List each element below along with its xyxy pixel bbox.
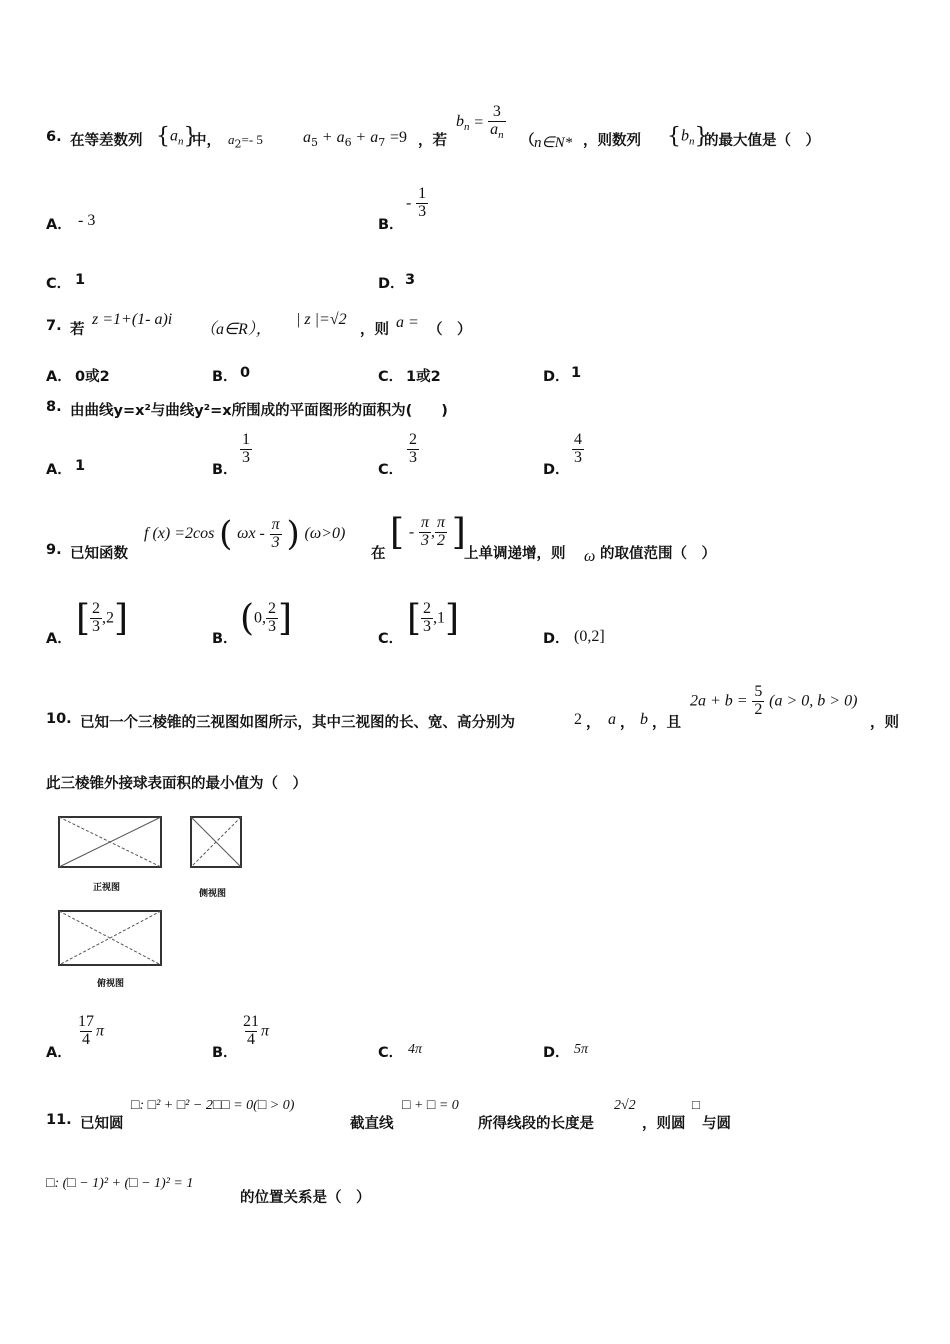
q10-option-b-label: B．: [212, 1045, 238, 1061]
q7-option-b-label: B．: [212, 369, 238, 385]
q8-option-a-label: A．: [46, 462, 72, 478]
q6-option-c: 1: [75, 272, 86, 288]
q7-ask: a =: [396, 314, 419, 331]
q10-text-1: 已知一个三棱锥的三视图如图所示，其中三视图的长、宽、高分别为: [80, 715, 515, 731]
q11-circle-m: □: □² + □² − 2□□ = 0(□ > 0): [131, 1098, 295, 1113]
q7-option-d: 1: [571, 365, 582, 381]
top-view-caption: 俯视图: [97, 979, 125, 989]
q7-expr: z =1+(1- a)i: [92, 311, 173, 328]
q8-number: 8.: [46, 399, 62, 415]
q7-paren: （ ）: [428, 322, 472, 338]
q10-option-d: 5π: [574, 1042, 589, 1057]
q8-option-a: 1: [75, 458, 86, 474]
q8-text: 由曲线y=x²与曲线y²=x所围成的平面图形的面积为( ): [70, 403, 448, 419]
q8-option-b-label: B．: [212, 462, 238, 478]
q10-option-b: $\frac{21}{4}$ π: [243, 1013, 270, 1048]
q10-condition: 2a + b = $\frac{5}{2}$ (a > 0, b > 0): [690, 683, 858, 718]
q10-text-3: ，则: [870, 715, 899, 731]
q8-option-d-label: D．: [543, 462, 570, 478]
q9-option-d-label: D．: [543, 631, 570, 647]
q11-text-6: 的位置关系是（ ）: [240, 1190, 371, 1206]
q11-text-5: 与圆: [702, 1116, 731, 1132]
q7-option-c-label: C．: [378, 369, 404, 385]
front-view-diagram: [56, 815, 166, 871]
q8-option-c-label: C．: [378, 462, 404, 478]
q7-text-1: 若: [70, 322, 85, 338]
q10-sep-1: ，: [586, 715, 601, 731]
q10-height: b: [640, 711, 648, 728]
q9-omega: ω: [584, 548, 596, 565]
q11-number: 11.: [46, 1112, 72, 1128]
q10-text-2: ，且: [652, 715, 681, 731]
q6-option-d: 3: [405, 272, 416, 288]
q10-text-line2: 此三棱锥外接球表面积的最小值为（ ）: [46, 776, 307, 792]
side-view-caption: 侧视图: [199, 889, 227, 899]
q6-option-b-label: B．: [378, 217, 404, 233]
q6-sum: $a_5 + a_6 + a_7 =9$: [303, 129, 407, 149]
q6-seq-a: $\{a_n\}$: [156, 124, 198, 149]
q10-option-c-label: C．: [378, 1045, 404, 1061]
q6-option-c-label: C．: [46, 276, 72, 292]
q6-condition: n∈N*: [534, 135, 573, 151]
q6-bn-def: $b_n$ = $\frac{3}{a_n}$: [456, 103, 504, 141]
q10-number: 10.: [46, 711, 72, 727]
q10-width: a: [608, 711, 616, 728]
q10-sep-2: ，: [620, 715, 635, 731]
q6-option-b: - $\frac{1}{3}$: [406, 185, 427, 220]
q6-paren-open: （: [520, 133, 535, 149]
q7-option-a: 0或2: [75, 369, 110, 385]
q9-text-1: 已知函数: [70, 546, 128, 562]
q11-text-2: 截直线: [350, 1116, 394, 1132]
q7-text-2: ，则: [360, 322, 389, 338]
q8-option-b: $\frac{1}{3}$: [242, 431, 250, 466]
q9-option-a-label: A．: [46, 631, 72, 647]
q8-option-d: $\frac{4}{3}$: [574, 431, 582, 466]
q10-option-d-label: D．: [543, 1045, 570, 1061]
q10-option-a-label: A．: [46, 1045, 72, 1061]
q11-length: 2√2: [614, 1098, 636, 1113]
q6-option-a-label: A．: [46, 217, 72, 233]
q7-number: 7.: [46, 318, 62, 334]
q9-option-b: (0, $\frac{2}{3}$ ]: [240, 598, 293, 639]
q11-text-1: 已知圆: [80, 1116, 124, 1132]
q10-option-c: 4π: [408, 1042, 423, 1057]
q9-option-c-label: C．: [378, 631, 404, 647]
top-view-diagram: [56, 908, 166, 968]
q10-option-a: $\frac{17}{4}$ π: [78, 1013, 105, 1048]
q6-number: 6.: [46, 129, 62, 145]
q10-length: 2: [574, 711, 582, 728]
q9-text-2: 在: [371, 546, 386, 562]
q11-line: □ + □ = 0: [402, 1098, 459, 1113]
q9-function: f (x) =2cos ( ωx - $\frac{\pi}{3}$ ) (ω>0): [144, 514, 346, 554]
front-view-caption: 正视图: [93, 883, 121, 893]
q9-option-c: [ $\frac{2}{3}$ ,1]: [407, 598, 460, 639]
q11-circle-m-symbol: □: [692, 1097, 700, 1112]
q6-a2: $a_2=-$ 5: [228, 132, 263, 151]
q8-option-c: $\frac{2}{3}$: [409, 431, 417, 466]
q11-circle-n: □: (□ − 1)² + (□ − 1)² = 1: [46, 1176, 194, 1191]
q9-interval: [ - $\frac{\pi}{3}$ , $\frac{\pi}{2}$ ]: [390, 512, 466, 553]
side-view-diagram: [188, 815, 244, 871]
q11-text-4: ，则圆: [642, 1116, 686, 1132]
q7-option-b: 0: [240, 365, 251, 381]
q6-text-1: 在等差数列: [70, 133, 143, 149]
q9-text-4: 的取值范围（ ）: [600, 546, 716, 562]
q11-text-3: 所得线段的长度是: [478, 1116, 594, 1132]
q6-option-a: - 3: [78, 212, 96, 229]
q7-option-a-label: A．: [46, 369, 72, 385]
q9-number: 9.: [46, 542, 62, 558]
q7-modulus: | z |=√2: [296, 311, 347, 328]
q6-text-3: ，若: [418, 133, 447, 149]
q6-option-d-label: D．: [378, 276, 405, 292]
q9-text-3: 上单调递增，则: [464, 546, 566, 562]
q6-text-5: 的最大值是（ ）: [704, 133, 820, 149]
q6-text-2: 中，: [192, 133, 221, 149]
q7-option-c: 1或2: [406, 369, 441, 385]
q6-text-4: ，则数列: [583, 133, 641, 149]
q7-condition: （a∈R），: [200, 321, 272, 338]
q7-option-d-label: D．: [543, 369, 570, 385]
q9-option-b-label: B．: [212, 631, 238, 647]
q9-option-d: (0,2]: [574, 628, 605, 645]
q6-seq-b: $\{b_n\}$: [667, 124, 709, 149]
q9-option-a: [ $\frac{2}{3}$ ,2]: [76, 598, 129, 639]
